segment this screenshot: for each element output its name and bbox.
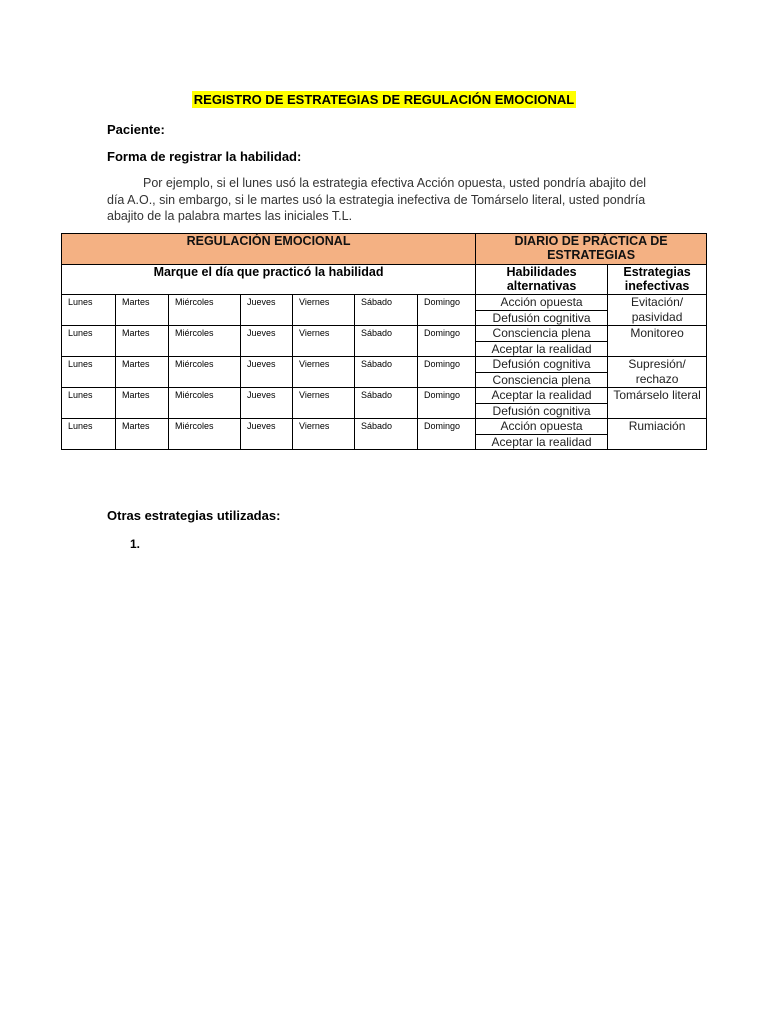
day-cell-3[interactable]: Miércoles xyxy=(169,295,241,326)
day-cell-3[interactable]: Miércoles xyxy=(169,419,241,450)
alternative-skill-cell: Aceptar la realidad xyxy=(476,341,608,357)
mark-instruction: Marque el día que practicó la habilidad xyxy=(62,265,476,295)
ineffective-strategy-cell: Monitoreo xyxy=(608,326,707,357)
day-cell-4[interactable]: Jueves xyxy=(241,419,293,450)
alternative-skill-cell: Aceptar la realidad xyxy=(476,388,608,404)
day-cell-1[interactable]: Lunes xyxy=(62,326,116,357)
ineffective-strategy-cell: Rumiación xyxy=(608,419,707,450)
table-row xyxy=(62,388,707,404)
table-row xyxy=(62,419,707,435)
day-cell-1[interactable]: Lunes xyxy=(62,419,116,450)
ineffective-strategy-cell: Supresión/ rechazo xyxy=(608,357,707,388)
day-cell-4[interactable]: Jueves xyxy=(241,295,293,326)
left-header: REGULACIÓN EMOCIONAL xyxy=(62,234,476,265)
alternative-skill-cell: Acción opuesta xyxy=(476,295,608,311)
day-cell-4[interactable]: Jueves xyxy=(241,357,293,388)
alternative-skill-cell: Defusión cognitiva xyxy=(476,310,608,326)
day-cell-6[interactable]: Sábado xyxy=(355,326,418,357)
day-cell-5[interactable]: Viernes xyxy=(293,326,355,357)
day-cell-2[interactable]: Martes xyxy=(116,419,169,450)
day-cell-5[interactable]: Viernes xyxy=(293,357,355,388)
otras-estrategias-label: Otras estrategias utilizadas: xyxy=(107,508,281,523)
day-cell-3[interactable]: Miércoles xyxy=(169,357,241,388)
day-cell-5[interactable]: Viernes xyxy=(293,419,355,450)
document-title-wrap xyxy=(0,91,768,109)
day-cell-3[interactable]: Miércoles xyxy=(169,388,241,419)
ineffective-strategy-cell: Evitación/ pasividad xyxy=(608,295,707,326)
day-cell-4[interactable]: Jueves xyxy=(241,326,293,357)
day-cell-7[interactable]: Domingo xyxy=(418,419,476,450)
day-cell-7[interactable]: Domingo xyxy=(418,326,476,357)
day-cell-2[interactable]: Martes xyxy=(116,326,169,357)
day-cell-3[interactable]: Miércoles xyxy=(169,326,241,357)
day-cell-6[interactable]: Sábado xyxy=(355,357,418,388)
table-row xyxy=(62,357,707,373)
list-item-number: 1. xyxy=(130,537,141,551)
col-header-inefectivas: Estrategias inefectivas xyxy=(608,265,707,295)
day-cell-5[interactable]: Viernes xyxy=(293,295,355,326)
table-row xyxy=(62,326,707,342)
day-cell-2[interactable]: Martes xyxy=(116,388,169,419)
day-cell-1[interactable]: Lunes xyxy=(62,357,116,388)
day-cell-2[interactable]: Martes xyxy=(116,357,169,388)
alternative-skill-cell: Consciencia plena xyxy=(476,326,608,342)
day-cell-6[interactable]: Sábado xyxy=(355,295,418,326)
day-cell-1[interactable]: Lunes xyxy=(62,388,116,419)
day-cell-7[interactable]: Domingo xyxy=(418,357,476,388)
alternative-skill-cell: Aceptar la realidad xyxy=(476,434,608,450)
instruction-paragraph xyxy=(107,175,655,225)
ineffective-strategy-cell: Tomárselo literal xyxy=(608,388,707,419)
day-cell-7[interactable]: Domingo xyxy=(418,295,476,326)
paciente-label: Paciente: xyxy=(107,122,165,137)
instruction-text: Por ejemplo, si el lunes usó la estrategia efectiva Acción opuesta, usted pondría abajito del día A.O., sin embargo, si le martes usó la estrategia inefectiva de Tomárselo literal, usted pondría abajito de la palabra martes las iniciales T.L. xyxy=(107,176,647,223)
day-cell-7[interactable]: Domingo xyxy=(418,388,476,419)
alternative-skill-cell: Consciencia plena xyxy=(476,372,608,388)
day-cell-2[interactable]: Martes xyxy=(116,295,169,326)
day-cell-1[interactable]: Lunes xyxy=(62,295,116,326)
day-cell-6[interactable]: Sábado xyxy=(355,419,418,450)
alternative-skill-cell: Defusión cognitiva xyxy=(476,357,608,373)
alternative-skill-cell: Defusión cognitiva xyxy=(476,403,608,419)
day-cell-6[interactable]: Sábado xyxy=(355,388,418,419)
registro-table xyxy=(61,233,707,450)
day-cell-4[interactable]: Jueves xyxy=(241,388,293,419)
day-cell-5[interactable]: Viernes xyxy=(293,388,355,419)
document-title: REGISTRO DE ESTRATEGIAS DE REGULACIÓN EMOCIONAL xyxy=(193,92,575,107)
alternative-skill-cell: Acción opuesta xyxy=(476,419,608,435)
table-row xyxy=(62,295,707,311)
col-header-alternativas: Habilidades alternativas xyxy=(476,265,608,295)
right-header: DIARIO DE PRÁCTICA DE ESTRATEGIAS xyxy=(476,234,707,265)
forma-label: Forma de registrar la habilidad: xyxy=(107,149,302,164)
